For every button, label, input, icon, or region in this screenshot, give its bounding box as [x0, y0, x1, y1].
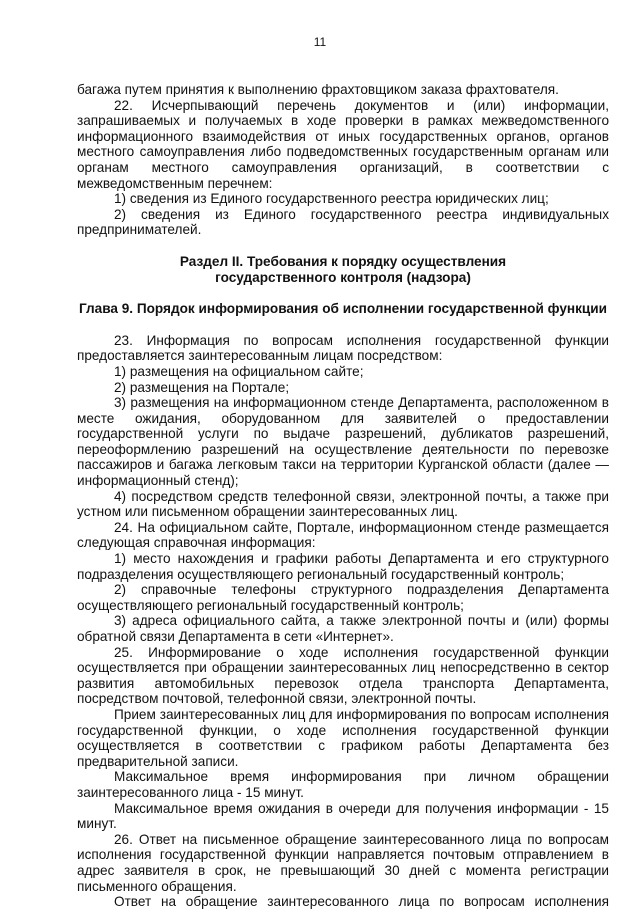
page-number: 11 [313, 35, 327, 49]
section-title: Раздел II. Требования к порядку осуществления государственного контроля (надзора) [179, 253, 507, 285]
list-item: 2) справочные телефоны структурного подразделения Департамента осуществляющего региональный государственный контроль; [77, 582, 609, 613]
list-item: 2) размещения на Портале; [114, 379, 290, 395]
list-item: 1) место нахождения и графики работы Департамента и его структурного подразделения осуществляющего региональный государственный контроль; [77, 551, 609, 582]
paragraph: Прием заинтересованных лиц для информирования по вопросам исполнения государственной функции, о ходе исполнения государственной функции осуществляется в соответствии с графиком работы Департамента без предварительной записи. [77, 706, 609, 769]
document-body [77, 82, 609, 910]
paragraph: багажа путем принятия к выполнению фрахтовщиком заказа фрахтователя. [77, 82, 559, 97]
list-item: 3) размещения на информационном стенде Департамента, расположенном в месте ожидания, оборудованном для заявителей о предоставлении государственной услуги по выдаче разрешений, дубликатов разрешений, переоформлению разрешений на осуществление деятельности по перевозке пассажиров и багажа легковым такси на территории Курганской области (далее — информационный стенд); [77, 395, 609, 489]
paragraph: 23. Информация по вопросам исполнения государственной функции предоставляется заинтересованным лицам посредством: [77, 332, 609, 364]
chapter-title: Глава 9. Порядок информирования об исполнении государственной функции [79, 301, 607, 317]
paragraph: Максимальное время информирования при личном обращении заинтересованного лица - 15 минут. [77, 769, 609, 800]
list-item: 1) сведения из Единого государственного реестра юридических лиц; [114, 191, 549, 207]
list-item: 4) посредством средств телефонной связи, электронной почты, а также при устном или письменном обращении заинтересованных лиц. [77, 488, 609, 520]
paragraph: Ответ на обращение заинтересованного лица по вопросам исполнения [114, 894, 609, 910]
list-item: 2) сведения из Единого государственного реестра индивидуальных предпринимателей. [77, 206, 609, 238]
paragraph: 26. Ответ на письменное обращение заинтересованного лица по вопросам исполнения государственной функции направляется почтовым отправлением в адрес заявителя в срок, не превышающий 30 дней с момента регистрации письменного обращения. [77, 831, 609, 894]
paragraph: 22. Исчерпывающий перечень документов и (или) информации, запрашиваемых и получаемых в ходе проверки в рамках межведомственного информационного взаимодействия от иных государственных органов, органов местного самоуправления либо подведомственных государственным органам или органам местного самоуправления организаций, в соответствии с межведомственным перечнем: [77, 97, 609, 191]
paragraph: Максимальное время ожидания в очереди для получения информации - 15 минут. [77, 800, 609, 832]
paragraph: 24. На официальном сайте, Портале, информационном стенде размещается следующая справочная информация: [77, 519, 609, 551]
paragraph: 25. Информирование о ходе исполнения государственной функции осуществляется при обращении заинтересованных лиц непосредственно в сектор развития автомобильных перевозок отдела транспорта Департамента, посредством почтовой, телефонной связи, электронной почты. [77, 644, 609, 707]
list-item: 3) адреса официального сайта, а также электронной почты и (или) формы обратной связи Департамента в сети «Интернет». [77, 613, 609, 644]
list-item: 1) размещения на официальном сайте; [114, 363, 364, 379]
